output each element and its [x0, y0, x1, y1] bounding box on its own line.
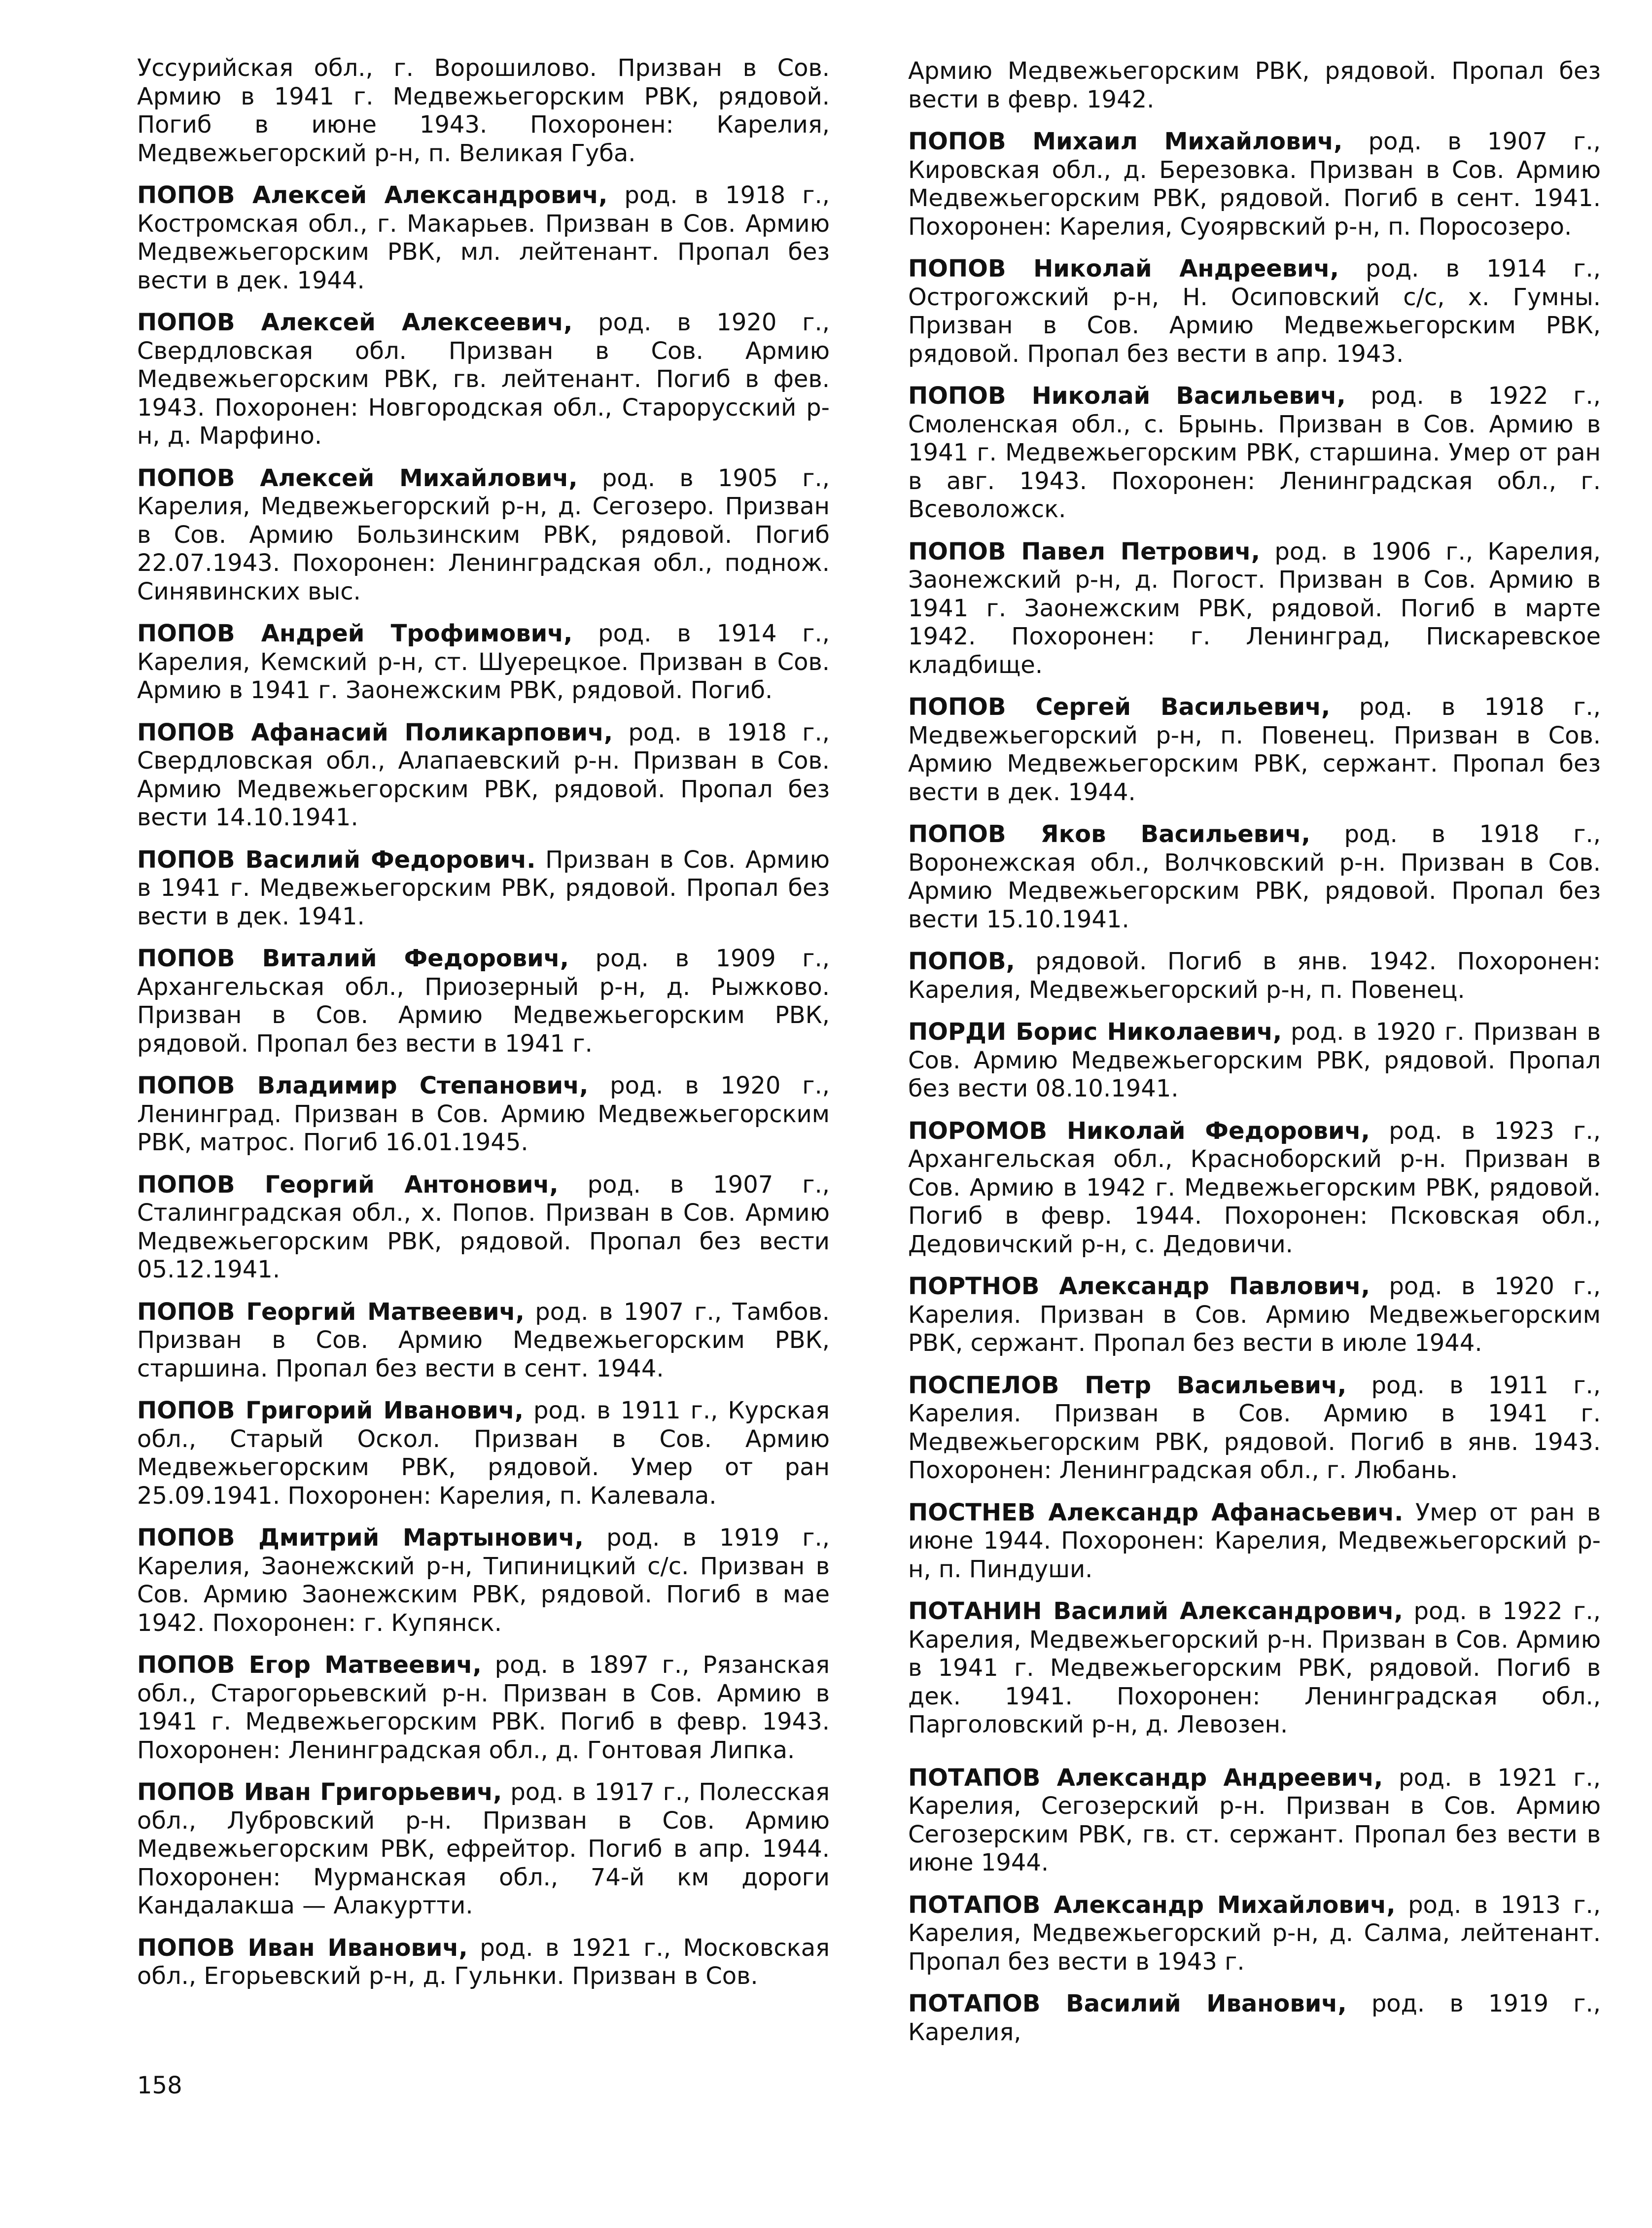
entry-name: ПОТАПОВ Василий Иванович, [908, 1990, 1347, 2017]
entry [137, 54, 830, 168]
entry-text: род. в 1913 г., Карелия, Медвежьегорский р-н, д. Салма, лейтенант. Пропал без вести в 1943 г. [908, 1891, 1601, 1976]
entry-text: Армию Медвежьегорским РВК, рядовой. Пропал без вести в февр. 1942. [908, 57, 1601, 113]
entry-name: ПОПОВ Георгий Матвеевич, [137, 1298, 525, 1326]
entry-text: род. в 1920 г., Свердловская обл. Призван в Сов. Армию Медвежьегорским РВК, гв. лейтенант. Погиб в фев. 1943. Похоронен: Новгородская обл., Старорусский р-н, д. Марфино. [137, 309, 830, 450]
entry-name: ПОТАНИН Василий Александрович, [908, 1597, 1403, 1625]
entry [908, 1597, 1601, 1739]
entry-text: род. в 1921 г., Московская обл., Егорьевский р-н, д. Гульнки. Призван в Сов. [137, 1934, 830, 1990]
entry [137, 1298, 830, 1383]
entry-name: ПОПОВ Виталий Федорович, [137, 945, 569, 972]
entry [908, 255, 1601, 368]
entry [908, 948, 1601, 1004]
entry-text: Уссурийская обл., г. Ворошилово. Призван в Сов. Армию в 1941 г. Медвежьегорским РВК, рядовой. Погиб в июне 1943. Похоронен: Карелия, Медвежьегорский р-н, п. Великая Губа. [137, 54, 830, 167]
entry-text: Призван в Сов. Армию в 1941 г. Медвежьегорским РВК, рядовой. Пропал без вести в дек. 1941. [137, 846, 830, 930]
entry-text: род. в 1923 г., Архангельская обл., Красноборский р-н. Призван в Сов. Армию в 1942 г. Медвежьегорским РВК, рядовой. Погиб в февр. 1944. Похоронен: Псковская обл., Дедовичский р-н, с. Дедовичи. [908, 1117, 1601, 1258]
entry-text: род. в 1905 г., Карелия, Медвежьегорский р-н, д. Сегозеро. Призван в Сов. Армию Бользинским РВК, рядовой. Погиб 22.07.1943. Похоронен: Ленинградская обл., поднож. Синявинских выс. [137, 464, 830, 605]
entry-name: ПОПОВ Егор Матвеевич, [137, 1651, 482, 1679]
entry-name: ПОПОВ Василий Федорович. [137, 846, 536, 874]
entry-text: род. в 1918 г., Свердловская обл., Алапаевский р-н. Призван в Сов. Армию Медвежьегорским РВК, рядовой. Пропал без вести 14.10.1941. [137, 718, 830, 831]
entry-name: ПОПОВ Афанасий Поликарпович, [137, 718, 613, 746]
entry [137, 1524, 830, 1637]
entry [137, 1934, 830, 1991]
entry-text: род. в 1919 г., Карелия, [908, 1990, 1601, 2046]
entry-text: род. в 1907 г., Сталинградская обл., х. Попов. Призван в Сов. Армию Медвежьегорским РВК, рядовой. Пропал без вести 05.12.1941. [137, 1170, 830, 1283]
entry [137, 1651, 830, 1765]
entry-text: род. в 1907 г., Тамбов. Призван в Сов. Армию Медвежьегорским РВК, старшина. Пропал без вести в сент. 1944. [137, 1298, 830, 1382]
entry-text: род. в 1907 г., Кировская обл., д. Березовка. Призван в Сов. Армию Медвежьегорским РВК, рядовой. Погиб в сент. 1941. Похоронен: Карелия, Суоярвский р-н, п. Поросозеро. [908, 128, 1601, 241]
entry-name: ПОПОВ Андрей Трофимович, [137, 620, 573, 647]
entry-name: ПОПОВ Алексей Алексеевич, [137, 309, 573, 336]
entry [137, 309, 830, 451]
entry-text: род. в 1911 г., Карелия. Призван в Сов. Армию в 1941 г. Медвежьегорским РВК, рядовой. Погиб в янв. 1943. Похоронен: Ленинградская обл., г. Любань. [908, 1371, 1601, 1484]
entry [908, 128, 1601, 241]
entry-text: род. в 1906 г., Карелия, Заонежский р-н, д. Погост. Призван в Сов. Армию в 1941 г. Заонежским РВК, рядовой. Погиб в марте 1942. Похоронен: г. Ленинград, Пискаревское кладбище. [908, 537, 1601, 679]
entry-text: род. в 1917 г., Полесская обл., Лубровский р-н. Призван в Сов. Армию Медвежьегорским РВК, ефрейтор. Погиб в апр. 1944. Похоронен: Мурманская обл., 74-й км дороги Кандалакша — Алакуртти. [137, 1778, 830, 1919]
entry [137, 719, 830, 832]
entry-name: ПОПОВ Николай Андреевич, [908, 255, 1339, 283]
page-number: 158 [137, 2072, 182, 2099]
entry-text: род. в 1918 г., Медвежьегорский р-н, п. Повенец. Призван в Сов. Армию Медвежьегорским РВК, сержант. Пропал без вести в дек. 1944. [908, 693, 1601, 806]
entry [908, 1764, 1601, 1877]
entry-text: род. в 1919 г., Карелия, Заонежский р-н, Типиницкий с/с. Призван в Сов. Армию Заонежским РВК, рядовой. Погиб в мае 1942. Похоронен: г. Купянск. [137, 1524, 830, 1637]
entry-name: ПОПОВ Владимир Степанович, [137, 1072, 589, 1099]
right-column [908, 57, 1601, 2060]
entry-name: ПОТАПОВ Александр Михайлович, [908, 1891, 1396, 1919]
entry [908, 1018, 1601, 1103]
entry-text: род. в 1921 г., Карелия, Сегозерский р-н. Призван в Сов. Армию Сегозерским РВК, гв. ст. сержант. Пропал без вести в июне 1944. [908, 1764, 1601, 1876]
entry-name: ПОПОВ Николай Васильевич, [908, 382, 1346, 410]
entry-text: род. в 1914 г., Карелия, Кемский р-н, ст. Шуерецкое. Призван в Сов. Армию в 1941 г. Заонежским РВК, рядовой. Погиб. [137, 620, 830, 704]
entry-text: род. в 1918 г., Воронежская обл., Волчковский р-н. Призван в Сов. Армию Медвежьегорским РВК, рядовой. Пропал без вести 15.10.1941. [908, 820, 1601, 933]
entry [908, 820, 1601, 934]
entry-name: ПОПОВ Иван Григорьевич, [137, 1778, 502, 1806]
entry [908, 1499, 1601, 1584]
entry [908, 57, 1601, 114]
entry [137, 1171, 830, 1284]
entry-text: род. в 1920 г. Призван в Сов. Армию Медвежьегорским РВК, рядовой. Пропал без вести 08.10.1941. [908, 1018, 1601, 1102]
entry [908, 1990, 1601, 2047]
entry [908, 1891, 1601, 1977]
entry-text: род. в 1922 г., Карелия, Медвежьегорский р-н. Призван в Сов. Армию в 1941 г. Медвежьегорским РВК, рядовой. Погиб в дек. 1941. Похоронен: Ленинградская обл., Парголовский р-н, д. Левозен. [908, 1597, 1601, 1738]
entry-name: ПОСПЕЛОВ Петр Васильевич, [908, 1371, 1347, 1399]
entry [137, 1778, 830, 1920]
entry-name: ПОПОВ Григорий Иванович, [137, 1397, 524, 1424]
entry-text: род. в 1909 г., Архангельская обл., Приозерный р-н, д. Рыжково. Призван в Сов. Армию Медвежьегорским РВК, рядовой. Пропал без вести в 1941 г. [137, 945, 830, 1058]
entry-name: ПОТАПОВ Александр Андреевич, [908, 1764, 1383, 1792]
entry-name: ПОРТНОВ Александр Павлович, [908, 1273, 1370, 1300]
entry [137, 1072, 830, 1157]
entry [137, 620, 830, 705]
entry [137, 181, 830, 295]
entry [137, 945, 830, 1058]
entry-name: ПОПОВ Алексей Михайлович, [137, 464, 578, 492]
entry-name: ПОПОВ Иван Иванович, [137, 1934, 468, 1962]
entry-name: ПОПОВ Павел Петрович, [908, 537, 1260, 566]
entry [137, 846, 830, 931]
entry-name: ПОПОВ Георгий Антонович, [137, 1170, 559, 1199]
entry [137, 1397, 830, 1510]
entry-text: род. в 1918 г., Костромская обл., г. Макарьев. Призван в Сов. Армию Медвежьегорским РВК, мл. лейтенант. Пропал без вести в дек. 1944. [137, 181, 830, 294]
entry-name: ПОРОМОВ Николай Федорович, [908, 1117, 1370, 1145]
entry [908, 693, 1601, 807]
entry-name: ПОПОВ Михаил Михайлович, [908, 128, 1343, 155]
entry-name: ПОПОВ Алексей Александрович, [137, 181, 608, 209]
left-column [137, 54, 830, 2005]
entry-name: ПОРДИ Борис Николаевич, [908, 1018, 1282, 1046]
entry-text: род. в 1922 г., Смоленская обл., с. Брынь. Призван в Сов. Армию в 1941 г. Медвежьегорским РВК, старшина. Умер от ран в авг. 1943. Похоронен: Ленинградская обл., г. Всеволожск. [908, 382, 1601, 523]
entry [908, 1372, 1601, 1485]
entry-text: рядовой. Погиб в янв. 1942. Похоронен: Карелия, Медвежьегорский р-н, п. Повенец. [908, 948, 1601, 1004]
entry-name: ПОПОВ Сергей Васильевич, [908, 693, 1331, 721]
entry [908, 1117, 1601, 1259]
entry [137, 464, 830, 606]
entry-name: ПОПОВ Дмитрий Мартынович, [137, 1524, 584, 1552]
entry-name: ПОПОВ Яков Васильевич, [908, 820, 1310, 848]
entry [908, 382, 1601, 524]
entry-text: род. в 1911 г., Курская обл., Старый Оскол. Призван в Сов. Армию Медвежьегорским РВК, рядовой. Умер от ран 25.09.1941. Похоронен: Карелия, п. Калевала. [137, 1397, 830, 1510]
entry-name: ПОСТНЕВ Александр Афанасьевич. [908, 1498, 1404, 1526]
entry-text: род. в 1920 г., Карелия. Призван в Сов. Армию Медвежьегорским РВК, сержант. Пропал без вести в июле 1944. [908, 1273, 1601, 1357]
entry-text: род. в 1920 г., Ленинград. Призван в Сов. Армию Медвежьегорским РВК, матрос. Погиб 16.01.1945. [137, 1072, 830, 1156]
entry-name: ПОПОВ, [908, 948, 1015, 975]
entry-text: Умер от ран в июне 1944. Похоронен: Карелия, Медвежьегорский р-н, п. Пиндуши. [908, 1498, 1601, 1583]
entry-text: род. в 1897 г., Рязанская обл., Старогорьевский р-н. Призван в Сов. Армию в 1941 г. Медвежьегорским РВК. Погиб в февр. 1943. Похоронен: Ленинградская обл., д. Гонтовая Липка. [137, 1651, 830, 1764]
entry-text: род. в 1914 г., Острогожский р-н, Н. Осиповский с/с, х. Гумны. Призван в Сов. Армию Медвежьегорским РВК, рядовой. Пропал без вести в апр. 1943. [908, 255, 1601, 368]
entry [908, 1273, 1601, 1358]
entry [908, 538, 1601, 680]
